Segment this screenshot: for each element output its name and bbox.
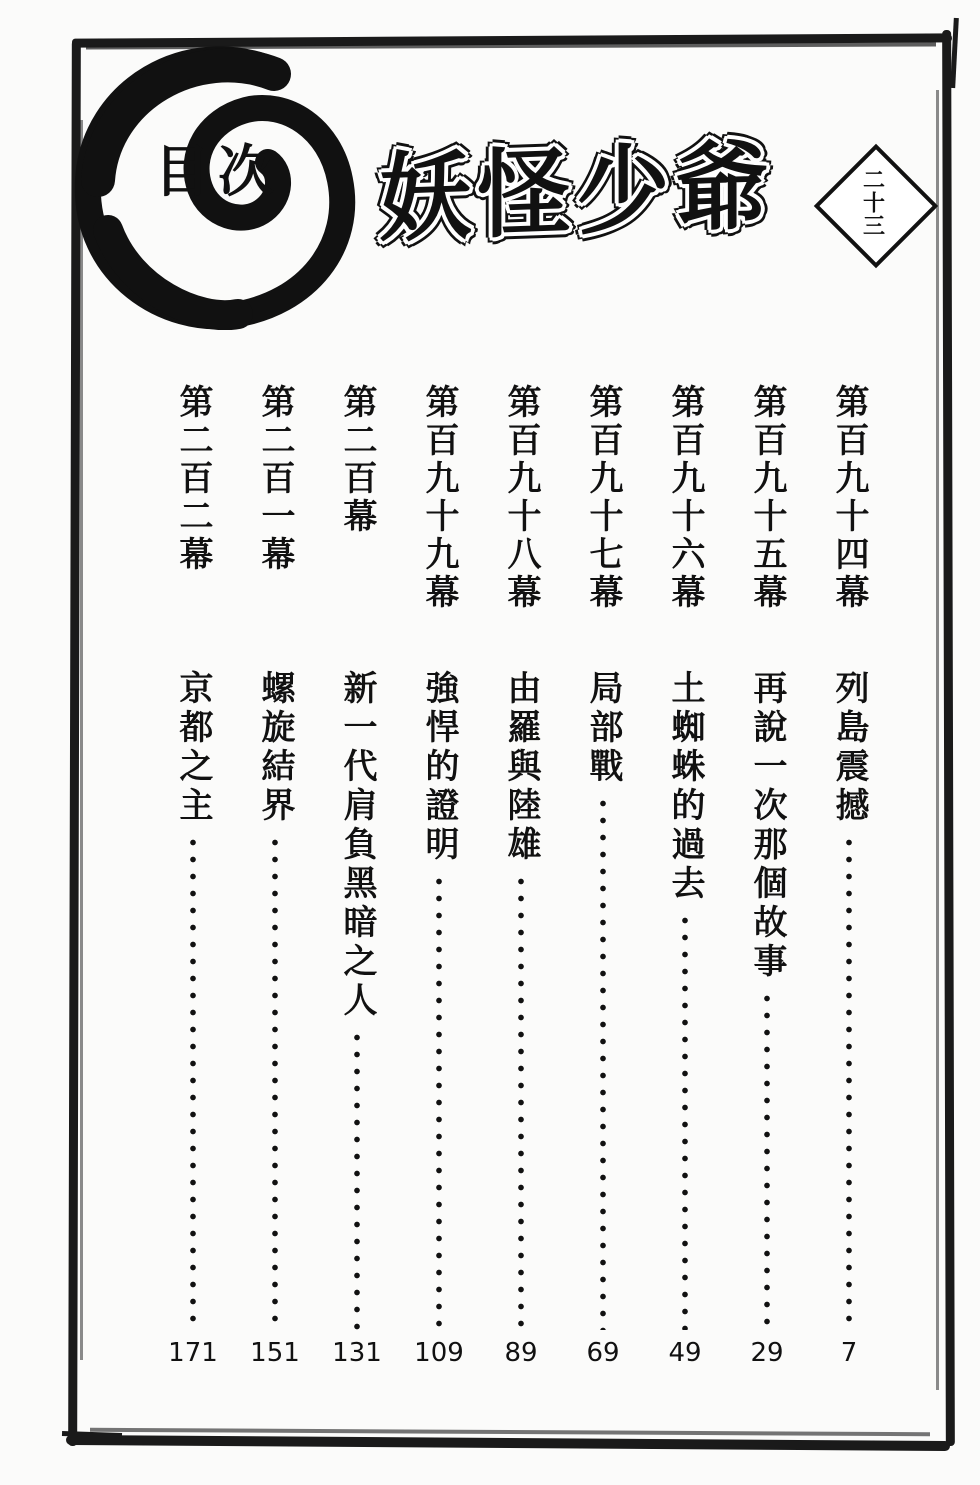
toc-entry-chapter: 第百九十四幕 xyxy=(829,384,869,612)
toc-entry-title: 再說一次那個故事 xyxy=(747,670,787,982)
toc-entry-page-number: 7 xyxy=(840,1338,858,1368)
toc-entry-chapter: 第百九十五幕 xyxy=(747,384,787,612)
toc-entry-leader-dots xyxy=(354,1029,360,1330)
table-of-contents xyxy=(150,380,890,1370)
toc-entry-title: 新一代肩負黑暗之人 xyxy=(337,670,377,1021)
toc-entry-chapter: 第二百二幕 xyxy=(173,384,213,574)
toc-entry[interactable] xyxy=(808,380,890,1370)
toc-entry-leader-dots xyxy=(518,873,524,1330)
toc-entry-leader-dots xyxy=(764,990,770,1330)
frame-border-bottom-inner xyxy=(90,1428,930,1436)
series-logo xyxy=(372,128,808,256)
toc-entry[interactable] xyxy=(152,380,234,1370)
toc-entry[interactable] xyxy=(480,380,562,1370)
toc-entry-title: 強悍的證明 xyxy=(419,670,459,865)
toc-entry-title: 土蜘蛛的過去 xyxy=(665,670,705,904)
toc-entry-leader-dots xyxy=(846,834,852,1330)
toc-entry-page-number: 29 xyxy=(750,1338,784,1368)
toc-entry-title: 由羅與陸雄 xyxy=(501,670,541,865)
toc-entry-page-number: 109 xyxy=(414,1338,464,1368)
toc-entry-title: 局部戰 xyxy=(583,670,623,787)
volume-number: 二十三 xyxy=(859,167,885,237)
toc-entry-leader-dots xyxy=(190,834,196,1330)
toc-entry[interactable] xyxy=(562,380,644,1370)
toc-entry-page-number: 49 xyxy=(668,1338,702,1368)
toc-entry[interactable] xyxy=(316,380,398,1370)
toc-entry-page-number: 151 xyxy=(250,1338,300,1368)
toc-entry-page-number: 69 xyxy=(586,1338,620,1368)
toc-entry-page-number: 89 xyxy=(504,1338,538,1368)
toc-entry-chapter: 第百九十八幕 xyxy=(501,384,541,612)
toc-entry[interactable] xyxy=(726,380,808,1370)
toc-entry[interactable] xyxy=(398,380,480,1370)
volume-badge xyxy=(818,148,926,256)
toc-entry-chapter: 第百九十六幕 xyxy=(665,384,705,612)
frame-corner-tick-top-right xyxy=(950,18,959,88)
toc-entry[interactable] xyxy=(644,380,726,1370)
frame-border-right xyxy=(942,30,955,1446)
series-logo-text: 妖怪少爺 xyxy=(378,129,775,256)
frame-border-bottom xyxy=(66,1435,950,1451)
toc-entry-title: 螺旋結界 xyxy=(255,670,295,826)
page-title: 目次 xyxy=(154,140,282,205)
toc-entry-chapter: 第百九十九幕 xyxy=(419,384,459,612)
toc-entry-chapter: 第二百一幕 xyxy=(255,384,295,574)
toc-entry-page-number: 171 xyxy=(168,1338,218,1368)
toc-entry-chapter: 第二百幕 xyxy=(337,384,377,536)
toc-entry-title: 京都之主 xyxy=(173,670,213,826)
frame-border-right-inner xyxy=(936,90,939,1390)
toc-entry-leader-dots xyxy=(600,795,606,1330)
toc-entry-page-number: 131 xyxy=(332,1338,382,1368)
toc-entry-title: 列島震撼 xyxy=(829,670,869,826)
toc-entry-leader-dots xyxy=(682,912,688,1330)
toc-entry-leader-dots xyxy=(436,873,442,1330)
toc-entry-chapter: 第百九十七幕 xyxy=(583,384,623,612)
toc-entry[interactable] xyxy=(234,380,316,1370)
toc-entry-leader-dots xyxy=(272,834,278,1330)
